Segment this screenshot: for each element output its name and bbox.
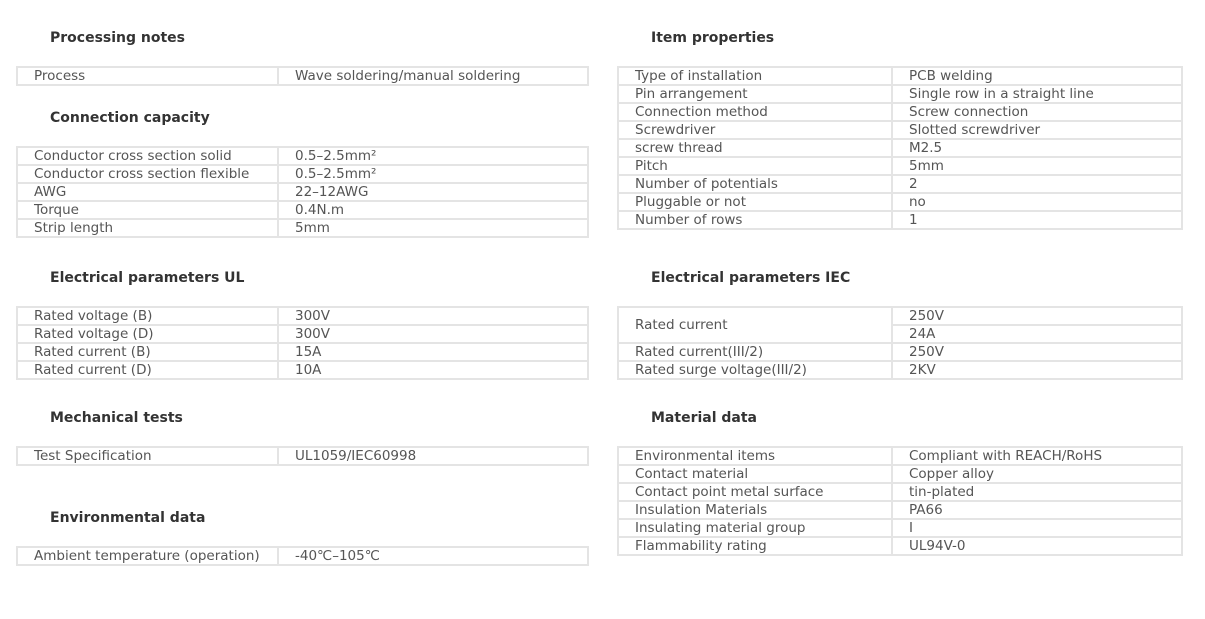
row-value: UL94V-0 xyxy=(892,537,1182,555)
table-row xyxy=(618,537,1182,555)
material-data-table xyxy=(617,446,1183,556)
item-properties-heading: Item properties xyxy=(651,30,775,46)
table-row xyxy=(17,67,588,85)
row-value: 300V xyxy=(278,325,588,343)
row-label: Conductor cross section solid xyxy=(17,147,278,165)
connection-capacity-table xyxy=(16,146,589,238)
row-value: 250V xyxy=(892,343,1182,361)
row-label: Rated surge voltage(III/2) xyxy=(618,361,892,379)
table-row xyxy=(618,103,1182,121)
table-row xyxy=(618,501,1182,519)
row-value: Screw connection xyxy=(892,103,1182,121)
table-row xyxy=(618,307,1182,325)
row-value: -40℃–105℃ xyxy=(278,547,588,565)
row-value: 0.4N.m xyxy=(278,201,588,219)
row-label: Rated current (D) xyxy=(17,361,278,379)
connection-capacity-heading: Connection capacity xyxy=(50,110,210,126)
row-value: 1 xyxy=(892,211,1182,229)
processing-notes-table xyxy=(16,66,589,86)
row-value: 15A xyxy=(278,343,588,361)
table-row xyxy=(17,447,588,465)
table-row xyxy=(17,147,588,165)
mechanical-tests-heading: Mechanical tests xyxy=(50,410,183,426)
row-value: no xyxy=(892,193,1182,211)
table-row xyxy=(618,343,1182,361)
item-properties-table xyxy=(617,66,1183,230)
row-value: 2KV xyxy=(892,361,1182,379)
row-label: Process xyxy=(17,67,278,85)
row-label: Conductor cross section flexible xyxy=(17,165,278,183)
row-value: Copper alloy xyxy=(892,465,1182,483)
row-label: Rated current (B) xyxy=(17,343,278,361)
row-value: Single row in a straight line xyxy=(892,85,1182,103)
row-value: PA66 xyxy=(892,501,1182,519)
table-row xyxy=(17,219,588,237)
table-row xyxy=(618,157,1182,175)
row-label: Strip length xyxy=(17,219,278,237)
row-label: Rated voltage (B) xyxy=(17,307,278,325)
row-value: M2.5 xyxy=(892,139,1182,157)
row-label: Contact point metal surface xyxy=(618,483,892,501)
electrical-ul-table xyxy=(16,306,589,380)
table-row xyxy=(17,307,588,325)
table-row xyxy=(17,183,588,201)
table-row xyxy=(618,139,1182,157)
row-value: 5mm xyxy=(278,219,588,237)
table-row xyxy=(17,165,588,183)
row-label: Connection method xyxy=(618,103,892,121)
row-value: Slotted screwdriver xyxy=(892,121,1182,139)
electrical-ul-heading: Electrical parameters UL xyxy=(50,270,245,286)
table-row xyxy=(618,85,1182,103)
row-value: 250V xyxy=(892,307,1182,325)
row-label: Pluggable or not xyxy=(618,193,892,211)
row-value: UL1059/IEC60998 xyxy=(278,447,588,465)
electrical-iec-table xyxy=(617,306,1183,380)
row-label: Contact material xyxy=(618,465,892,483)
row-label: Screwdriver xyxy=(618,121,892,139)
row-label: Number of rows xyxy=(618,211,892,229)
table-row xyxy=(618,67,1182,85)
row-label: Insulation Materials xyxy=(618,501,892,519)
table-row xyxy=(618,519,1182,537)
row-value: 2 xyxy=(892,175,1182,193)
table-row xyxy=(618,465,1182,483)
table-row xyxy=(17,201,588,219)
table-row xyxy=(17,325,588,343)
row-label: Torque xyxy=(17,201,278,219)
environmental-data-heading: Environmental data xyxy=(50,510,206,526)
electrical-iec-heading: Electrical parameters IEC xyxy=(651,270,851,286)
material-data-heading: Material data xyxy=(651,410,757,426)
row-label: Rated current(III/2) xyxy=(618,343,892,361)
row-label: screw thread xyxy=(618,139,892,157)
row-label: Number of potentials xyxy=(618,175,892,193)
row-value: Wave soldering/manual soldering xyxy=(278,67,588,85)
table-row xyxy=(618,193,1182,211)
table-row xyxy=(618,447,1182,465)
row-label: Ambient temperature (operation) xyxy=(17,547,278,565)
row-value: 300V xyxy=(278,307,588,325)
row-value: PCB welding xyxy=(892,67,1182,85)
table-row xyxy=(17,547,588,565)
row-label: Type of installation xyxy=(618,67,892,85)
row-label: Rated current xyxy=(618,307,892,343)
row-value: 5mm xyxy=(892,157,1182,175)
row-value: 0.5–2.5mm² xyxy=(278,165,588,183)
row-value: tin-plated xyxy=(892,483,1182,501)
table-row xyxy=(618,483,1182,501)
table-row xyxy=(618,361,1182,379)
row-value: 22–12AWG xyxy=(278,183,588,201)
row-label: AWG xyxy=(17,183,278,201)
row-value: 0.5–2.5mm² xyxy=(278,147,588,165)
row-label: Rated voltage (D) xyxy=(17,325,278,343)
row-label: Pitch xyxy=(618,157,892,175)
table-row xyxy=(17,343,588,361)
environmental-data-table xyxy=(16,546,589,566)
row-label: Flammability rating xyxy=(618,537,892,555)
row-value: Compliant with REACH/RoHS xyxy=(892,447,1182,465)
row-value: 24A xyxy=(892,325,1182,343)
row-value: Ⅰ xyxy=(892,519,1182,537)
mechanical-tests-table xyxy=(16,446,589,466)
row-value: 10A xyxy=(278,361,588,379)
table-row xyxy=(618,211,1182,229)
table-row xyxy=(618,121,1182,139)
row-label: Test Specification xyxy=(17,447,278,465)
processing-notes-heading: Processing notes xyxy=(50,30,186,46)
row-label: Environmental items xyxy=(618,447,892,465)
row-label: Pin arrangement xyxy=(618,85,892,103)
table-row xyxy=(618,175,1182,193)
row-label: Insulating material group xyxy=(618,519,892,537)
table-row xyxy=(17,361,588,379)
